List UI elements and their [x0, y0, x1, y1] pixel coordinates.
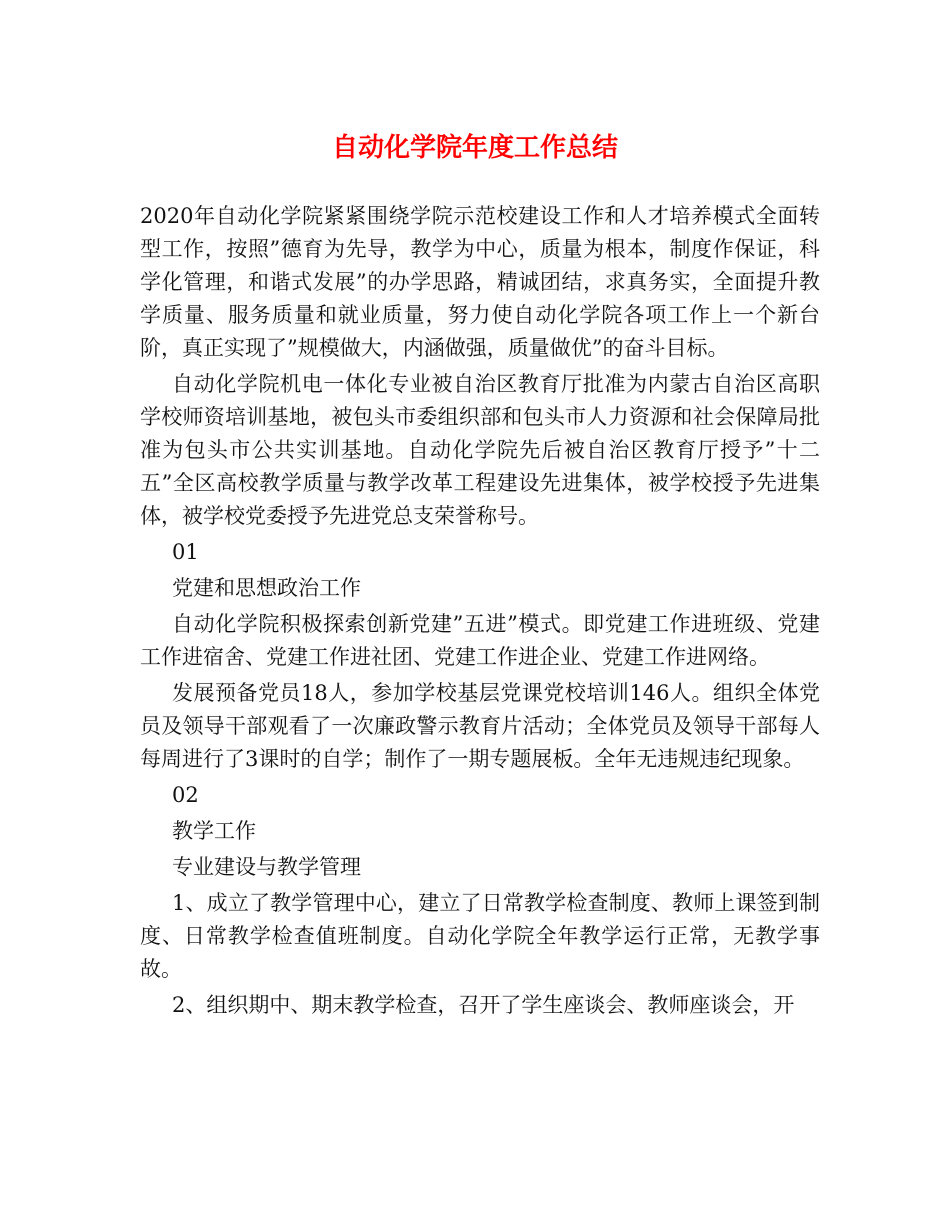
section-number: 02 — [172, 783, 199, 807]
paragraph-party-members: 发展预备党员18人，参加学校基层党课党校培训146人。组织全体党员及领导干部观看了一次廉政警示教育片活动；全体党员及领导干部每人每周进行了3课时的自学；制作了一期专题展板。全年无违规违纪现象。 — [140, 681, 820, 771]
document-body — [140, 200, 820, 1022]
document-title: 自动化学院年度工作总结 — [331, 133, 618, 163]
paragraph-intro: 2020年自动化学院紧紧围绕学院示范校建设工作和人才培养模式全面转型工作，按照”德育为先导，教学为中心，质量为根本，制度作保证，科学化管理，和谐式发展”的办学思路，精诚团结，求真务实，全面提升教学质量、服务质量和就业质量，努力使自动化学院各项工作上一个新台阶，真正实现了”规模做大，内涵做强，质量做优”的奋斗目标。 — [140, 204, 820, 360]
subsection-heading: 专业建设与教学管理 — [172, 855, 361, 879]
paragraph-party-model: 自动化学院积极探索创新党建”五进”模式。即党建工作进班级、党建工作进宿舍、党建工作进社团、党建工作进企业、党建工作进网络。 — [140, 612, 820, 669]
paragraph-list-item: 1、成立了教学管理中心，建立了日常教学检查制度、教师上课签到制度、日常教学检查值班制度。自动化学院全年教学运行正常，无教学事故。 — [140, 891, 820, 981]
section-heading: 教学工作 — [172, 819, 256, 843]
paragraph-list-item: 2、组织期中、期末教学检查，召开了学生座谈会、教师座谈会，开 — [172, 993, 795, 1017]
section-number: 01 — [172, 540, 199, 564]
section-heading: 党建和思想政治工作 — [172, 576, 361, 600]
paragraph-honors: 自动化学院机电一体化专业被自治区教育厅批准为内蒙古自治区高职学校师资培训基地，被包头市委组织部和包头市人力资源和社会保障局批准为包头市公共实训基地。自动化学院先后被自治区教育厅授予”十二五”全区高校教学质量与教学改革工程建设先进集体，被学校授予先进集体，被学校党委授予先进党总支荣誉称号。 — [140, 372, 820, 528]
